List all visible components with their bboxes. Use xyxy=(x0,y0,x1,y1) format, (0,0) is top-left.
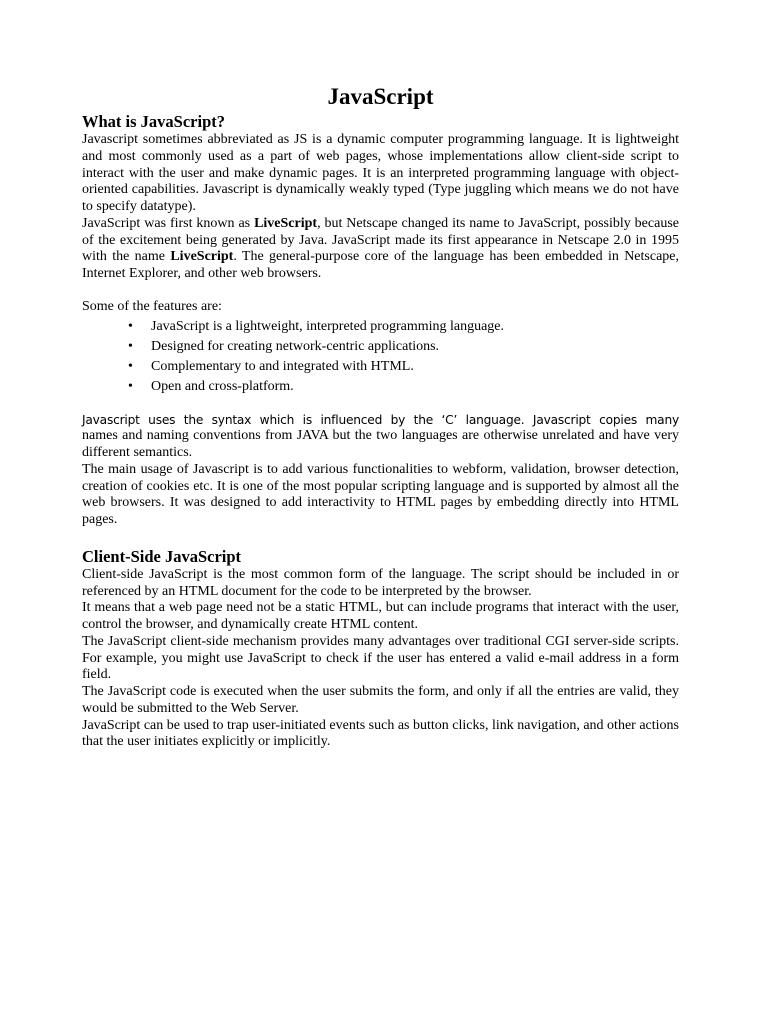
section-heading-what-is-javascript: What is JavaScript? xyxy=(82,112,226,131)
client-side-paragraph: JavaScript can be used to trap user-initiated events such as button clicks, link navigation, and other actions that the user initiates explicitly or implicitly. xyxy=(82,717,679,750)
livescript-bold-1: LiveScript xyxy=(254,215,318,231)
features-intro: Some of the features are: xyxy=(82,298,222,314)
client-side-paragraph: The JavaScript code is executed when the user submits the form, and only if all the entries are valid, they would be submitted to the Web Server. xyxy=(82,684,679,716)
feature-text: Complementary to and integrated with HTML. xyxy=(151,358,414,374)
client-side-paragraph: Client-side JavaScript is the most common form of the language. The script should be included in or referenced by an HTML document for the code to be interpreted by the browser. xyxy=(82,566,679,599)
feature-text: Open and cross-platform. xyxy=(151,378,294,394)
document-title: JavaScript xyxy=(327,84,434,109)
bullet-icon: • xyxy=(128,338,133,354)
bullet-icon: • xyxy=(128,378,133,394)
section-gap xyxy=(82,529,679,547)
features-list xyxy=(82,317,679,397)
history-text-3: . The general-purpose core of the language has been embedded in Netscape, Internet Explorer, and other web browsers. xyxy=(82,249,679,281)
feature-item xyxy=(82,357,679,377)
document-page xyxy=(82,84,679,751)
feature-item xyxy=(82,317,679,337)
history-text-1: JavaScript was first known as xyxy=(82,215,255,231)
history-text-2: , but Netscape changed its name to JavaScript, possibly because of the excitement being generated by Java. JavaScript made its first appearance in Netscape 2.0 in 1995 with the name xyxy=(82,215,679,265)
intro-paragraph: Javascript sometimes abbreviated as JS is a dynamic computer programming language. It is lightweight and most commonly used as a part of web pages, whose implementations allow client-side script to interact with the user and make dynamic pages. It is an interpreted programming language with object-oriented capabilities. Javascript is dynamically weakly typed (Type juggling which means we do not have to specify datatype). xyxy=(82,132,679,214)
client-side-paragraph: The JavaScript client-side mechanism provides many advantages over traditional CGI server-side scripts. For example, you might use JavaScript to check if the user has entered a valid e-mail address in a form field. xyxy=(82,633,679,683)
client-side-paragraph: It means that a web page need not be a static HTML, but can include programs that interact with the user, control the browser, and dynamically create HTML content. xyxy=(82,600,679,632)
paragraph-gap xyxy=(82,283,679,299)
feature-item xyxy=(82,337,679,357)
section-heading-client-side: Client-Side JavaScript xyxy=(82,546,242,566)
syntax-first-line: Javascript uses the syntax which is influenced by the ‘C’ language. Javascript copies many xyxy=(82,412,679,427)
usage-paragraph: The main usage of Javascript is to add various functionalities to webform, validation, browser detection, creation of cookies etc. It is one of the most popular scripting language and is supported by almost all the web browsers. It was designed to add interactivity to HTML pages by embedding directly into HTML pages. xyxy=(82,461,679,527)
bullet-icon: • xyxy=(128,358,133,374)
syntax-remaining-text: names and naming conventions from JAVA but the two languages are otherwise unrelated and have very different semantics. xyxy=(82,428,679,460)
syntax-paragraph xyxy=(82,412,679,462)
bullet-icon: • xyxy=(128,318,133,334)
history-paragraph xyxy=(82,216,679,283)
livescript-bold-2: LiveScript xyxy=(170,249,234,265)
feature-text: JavaScript is a lightweight, interpreted programming language. xyxy=(151,318,505,334)
feature-item xyxy=(82,377,679,397)
feature-text: Designed for creating network-centric applications. xyxy=(151,338,440,354)
paragraph-gap xyxy=(82,397,679,412)
